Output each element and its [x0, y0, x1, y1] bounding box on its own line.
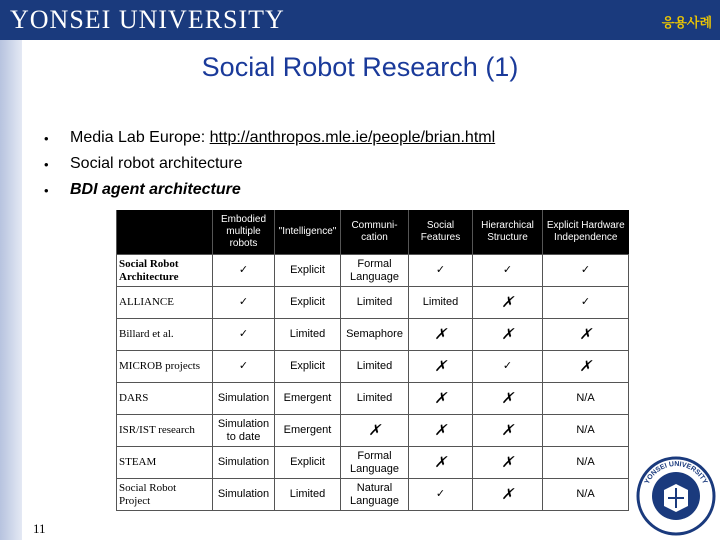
- header-cell: Hierarchical Structure: [473, 210, 543, 255]
- table-cell: Explicit: [275, 447, 341, 479]
- page-number: 11: [33, 521, 46, 536]
- bullet-dot-icon: •: [44, 183, 49, 198]
- table-cell: Formal Language: [341, 447, 409, 479]
- table-cell: Limited: [275, 479, 341, 511]
- bullet-dot-icon: •: [44, 131, 49, 146]
- system-name-cell: MICROB projects: [117, 351, 213, 383]
- table-cell: N/A: [543, 383, 629, 415]
- table-cell: Limited: [409, 287, 473, 319]
- check-icon: ✓: [409, 255, 473, 287]
- table-cell: Limited: [275, 319, 341, 351]
- comparison-table-wrapper: [116, 210, 628, 511]
- system-name-cell: Billard et al.: [117, 319, 213, 351]
- cross-icon: ✗: [409, 415, 473, 447]
- university-logo-text: YONSEI UNIVERSITY: [10, 5, 285, 34]
- header-cell: Explicit Hardware Independence: [543, 210, 629, 255]
- bullet-text: Media Lab Europe: http://anthropos.mle.ie/people/brian.html: [70, 129, 496, 146]
- check-icon: ✓: [213, 255, 275, 287]
- table-cell: Formal Language: [341, 255, 409, 287]
- table-row: [117, 287, 629, 319]
- bullet-item: [44, 155, 495, 181]
- table-cell: Limited: [341, 287, 409, 319]
- cross-icon: ✗: [473, 479, 543, 511]
- table-cell: Semaphore: [341, 319, 409, 351]
- system-name-cell: Social Robot Architecture: [117, 255, 213, 287]
- cross-icon: ✗: [341, 415, 409, 447]
- table-row: [117, 255, 629, 287]
- system-name-cell: Social Robot Project: [117, 479, 213, 511]
- table-cell: Natural Language: [341, 479, 409, 511]
- check-icon: ✓: [213, 287, 275, 319]
- check-icon: ✓: [213, 319, 275, 351]
- table-cell: Explicit: [275, 351, 341, 383]
- system-name-cell: ISR/IST research: [117, 415, 213, 447]
- header-cell: Social Features: [409, 210, 473, 255]
- system-name-cell: ALLIANCE: [117, 287, 213, 319]
- check-icon: ✓: [543, 255, 629, 287]
- header-cell: Embodied multiple robots: [213, 210, 275, 255]
- check-icon: ✓: [473, 351, 543, 383]
- cross-icon: ✗: [473, 287, 543, 319]
- table-cell: Simulation to date: [213, 415, 275, 447]
- cross-icon: ✗: [473, 447, 543, 479]
- table-row: [117, 351, 629, 383]
- bullet-dot-icon: •: [44, 157, 49, 172]
- table-cell: Simulation: [213, 447, 275, 479]
- media-lab-link[interactable]: http://anthropos.mle.ie/people/brian.html: [209, 129, 496, 146]
- system-name-cell: DARS: [117, 383, 213, 415]
- cross-icon: ✗: [409, 383, 473, 415]
- header-cell: "Intelligence": [275, 210, 341, 255]
- table-cell: Emergent: [275, 415, 341, 447]
- table-cell: N/A: [543, 415, 629, 447]
- check-icon: ✓: [409, 479, 473, 511]
- cross-icon: ✗: [473, 383, 543, 415]
- left-sidebar-gradient: [0, 40, 22, 540]
- bullet-text: Social robot architecture: [70, 155, 243, 172]
- table-cell: Simulation: [213, 479, 275, 511]
- table-row: [117, 383, 629, 415]
- check-icon: ✓: [473, 255, 543, 287]
- table-row: [117, 319, 629, 351]
- cross-icon: ✗: [543, 351, 629, 383]
- table-cell: Limited: [341, 351, 409, 383]
- bullet-item: [44, 129, 495, 155]
- university-seal-logo: [636, 456, 716, 536]
- cross-icon: ✗: [409, 447, 473, 479]
- cross-icon: ✗: [409, 319, 473, 351]
- table-header-row: [117, 210, 629, 255]
- check-icon: ✓: [543, 287, 629, 319]
- slide-title: Social Robot Research (1): [201, 52, 519, 82]
- check-icon: ✓: [213, 351, 275, 383]
- table-cell: N/A: [543, 447, 629, 479]
- table-cell: Explicit: [275, 255, 341, 287]
- header-cell-blank: [117, 210, 213, 255]
- table-body: [117, 255, 629, 511]
- cross-icon: ✗: [473, 319, 543, 351]
- svg-text:YONSEI UNIVERSITY: YONSEI UNIVERSITY: [643, 460, 709, 486]
- system-name-cell: STEAM: [117, 447, 213, 479]
- header-cell: Communi- cation: [341, 210, 409, 255]
- cross-icon: ✗: [409, 351, 473, 383]
- table-row: [117, 415, 629, 447]
- table-cell: Limited: [341, 383, 409, 415]
- bullet-list: [44, 129, 495, 207]
- header-bar: [0, 0, 720, 40]
- table-row: [117, 479, 629, 511]
- table-cell: Simulation: [213, 383, 275, 415]
- section-tag: 응용사례: [661, 15, 712, 30]
- table-cell: Explicit: [275, 287, 341, 319]
- table-cell: Emergent: [275, 383, 341, 415]
- cross-icon: ✗: [473, 415, 543, 447]
- bullet-text: BDI agent architecture: [70, 181, 241, 198]
- comparison-table: [116, 210, 629, 511]
- cross-icon: ✗: [543, 319, 629, 351]
- bullet-item: [44, 181, 495, 207]
- table-row: [117, 447, 629, 479]
- table-cell: N/A: [543, 479, 629, 511]
